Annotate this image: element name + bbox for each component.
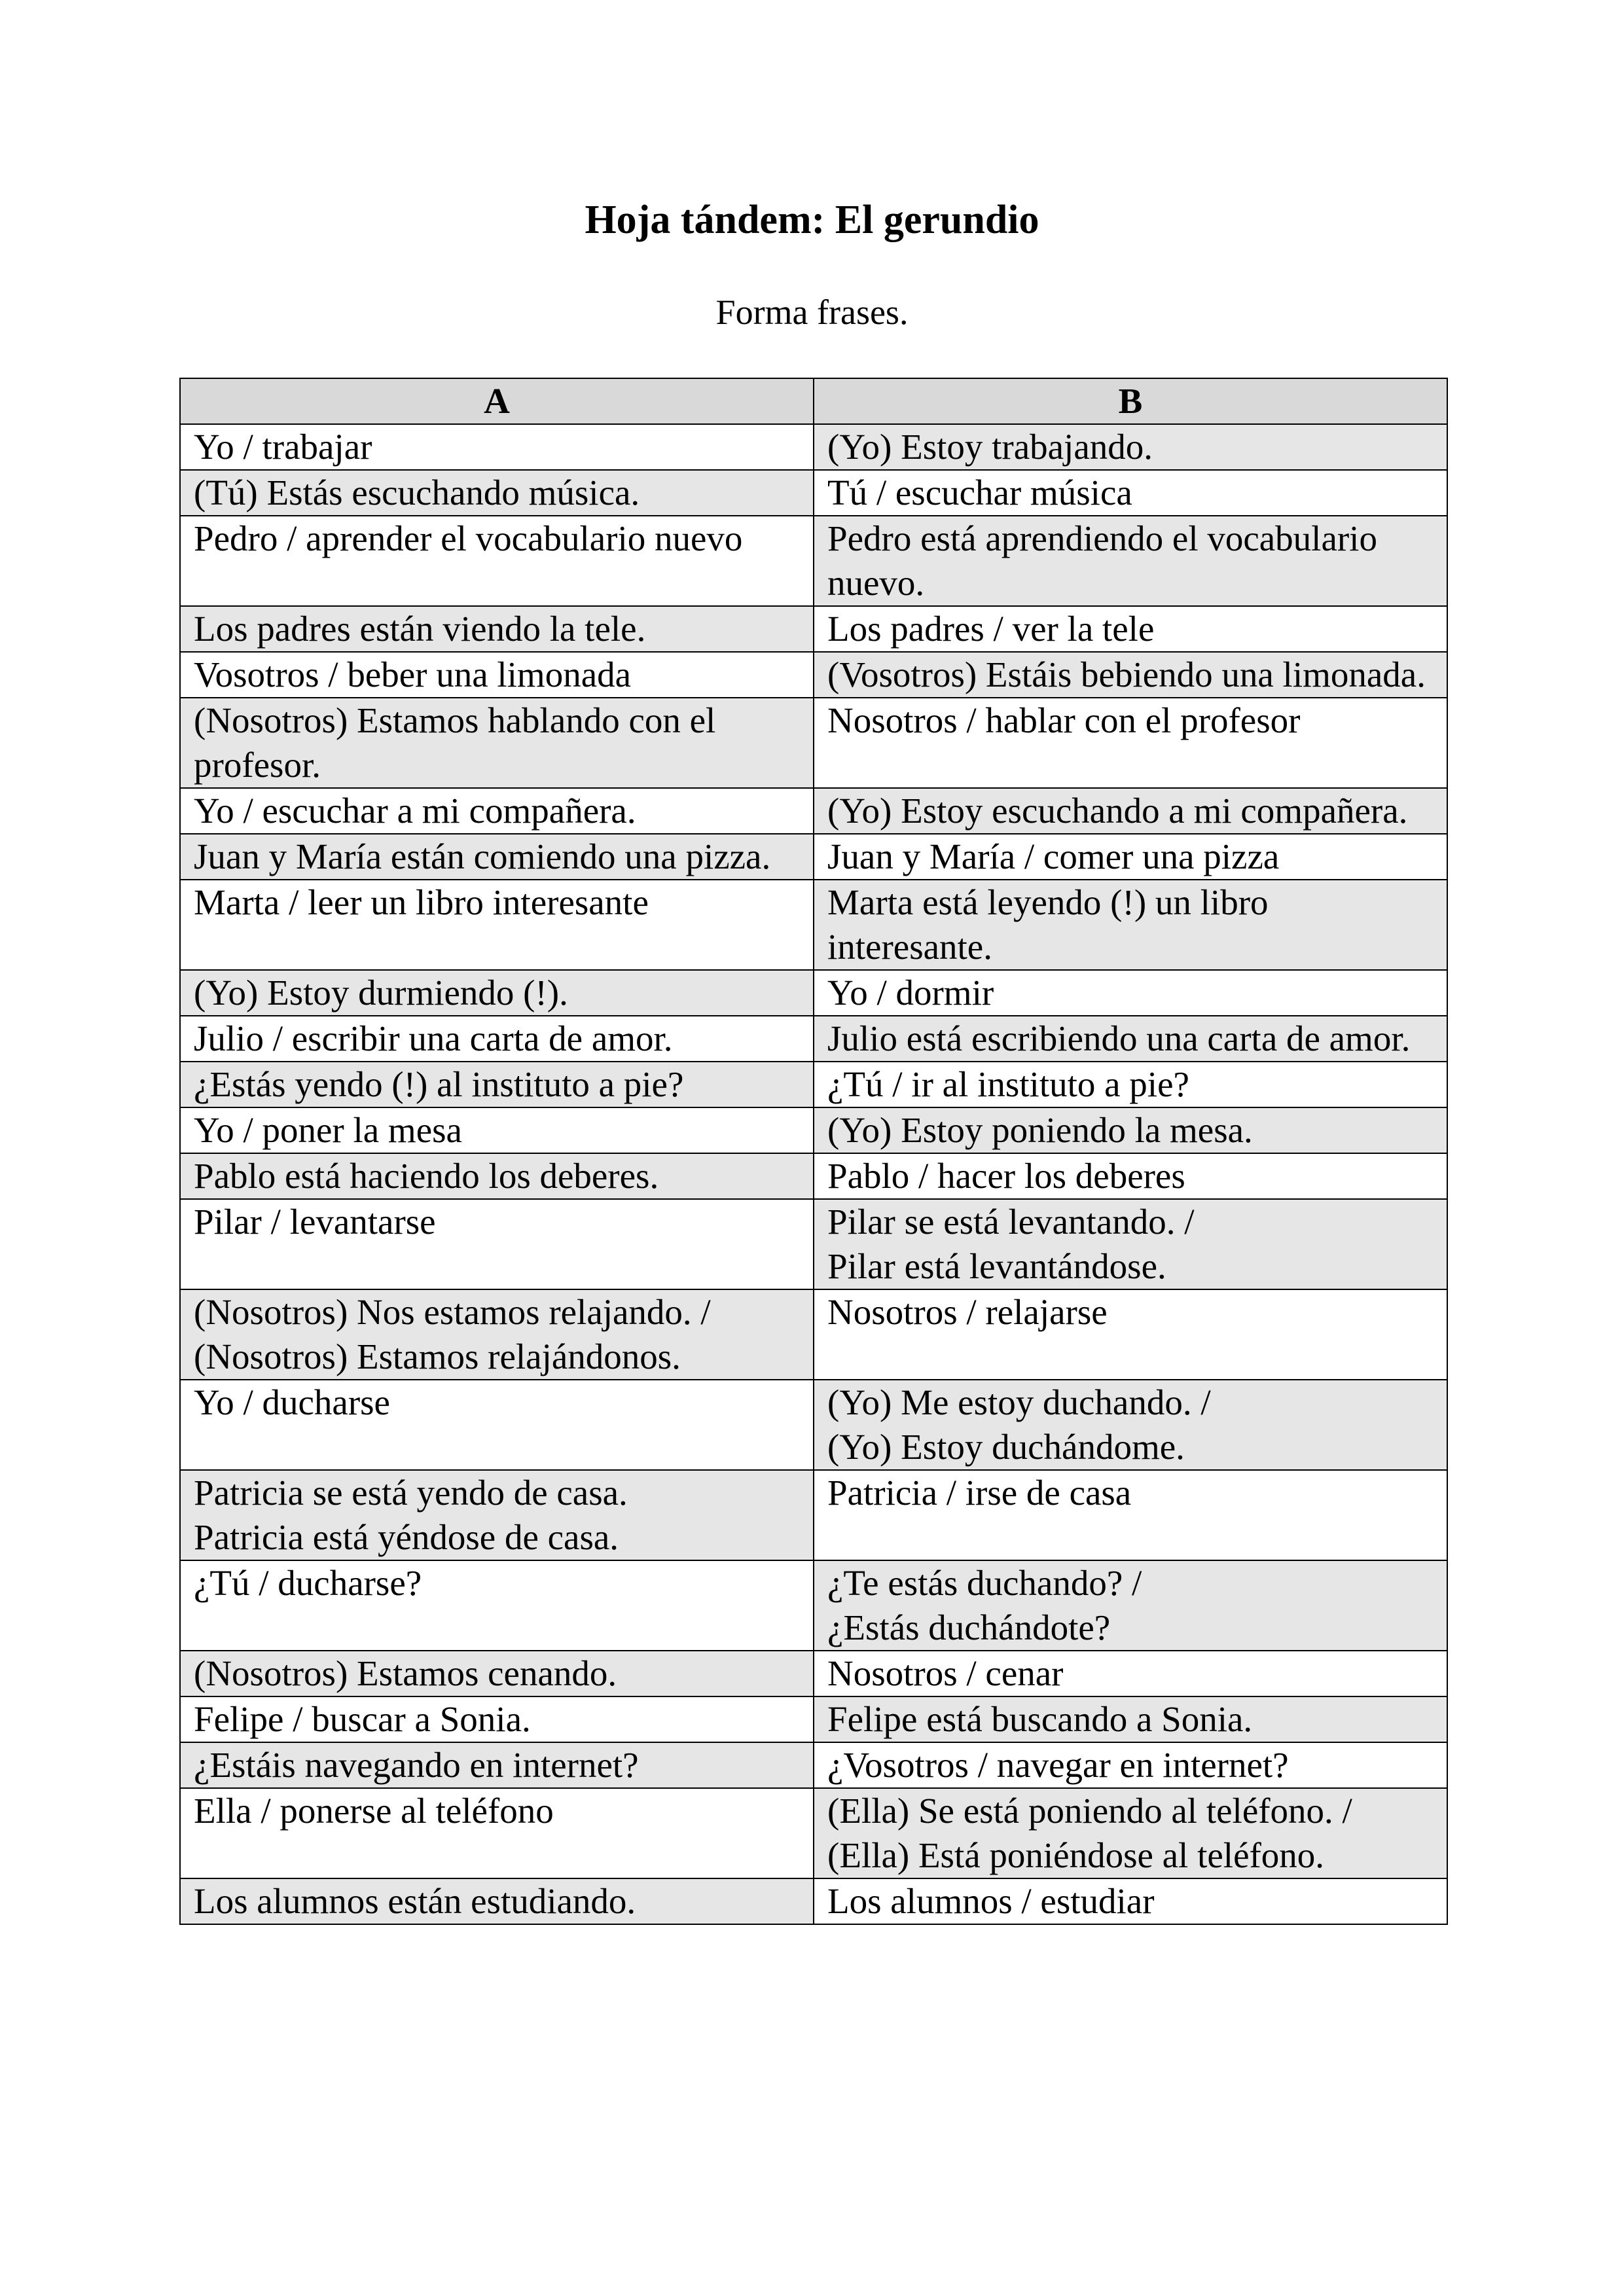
cell-a-text: Yo / ducharse bbox=[194, 1382, 390, 1422]
cell-b-text: Pablo / hacer los deberes bbox=[827, 1156, 1185, 1196]
cell-b bbox=[814, 516, 1447, 606]
cell-a bbox=[180, 424, 814, 470]
cell-a-text: Los alumnos están estudiando. bbox=[194, 1881, 636, 1921]
cell-a-text: Pilar / levantarse bbox=[194, 1202, 436, 1242]
cell-a-text: (Nosotros) Estamos cenando. bbox=[194, 1653, 617, 1693]
table-row bbox=[180, 470, 1447, 516]
cell-b-text: Felipe está buscando a Sonia. bbox=[827, 1699, 1253, 1739]
cell-a bbox=[180, 880, 814, 970]
cell-b bbox=[814, 698, 1447, 788]
cell-b-text: Juan y María / comer una pizza bbox=[827, 836, 1280, 876]
cell-b-text: Los padres / ver la tele bbox=[827, 609, 1155, 649]
table-row bbox=[180, 834, 1447, 880]
cell-a bbox=[180, 1560, 814, 1651]
cell-a-text: Yo / trabajar bbox=[194, 427, 372, 467]
cell-b bbox=[814, 1560, 1447, 1651]
cell-b-text: Pedro está aprendiendo el vocabulario nuevo. bbox=[827, 518, 1377, 603]
cell-b-text: Pilar se está levantando. / bbox=[827, 1202, 1195, 1242]
cell-b-text: (Yo) Estoy poniendo la mesa. bbox=[827, 1110, 1253, 1150]
cell-b bbox=[814, 970, 1447, 1016]
cell-b bbox=[814, 1788, 1447, 1878]
cell-a-text: Marta / leer un libro interesante bbox=[194, 882, 649, 922]
table-row bbox=[180, 1289, 1447, 1380]
table-row bbox=[180, 1380, 1447, 1470]
cell-b-text: ¿Vosotros / navegar en internet? bbox=[827, 1745, 1289, 1785]
cell-a bbox=[180, 834, 814, 880]
cell-a bbox=[180, 1651, 814, 1696]
cell-b bbox=[814, 1470, 1447, 1560]
cell-a-text: Felipe / buscar a Sonia. bbox=[194, 1699, 531, 1739]
page-title: Hoja tándem: El gerundio bbox=[585, 198, 1039, 242]
cell-b bbox=[814, 1878, 1447, 1924]
cell-b bbox=[814, 1380, 1447, 1470]
cell-b bbox=[814, 1199, 1447, 1289]
cell-a bbox=[180, 698, 814, 788]
table-row bbox=[180, 1470, 1447, 1560]
cell-b-text: Marta está leyendo (!) un libro interesante. bbox=[827, 882, 1269, 967]
table-row bbox=[180, 1651, 1447, 1696]
cell-a bbox=[180, 652, 814, 698]
cell-a-text: (Nosotros) Estamos relajándonos. bbox=[194, 1336, 681, 1376]
cell-a-text: (Nosotros) Nos estamos relajando. / bbox=[194, 1292, 711, 1332]
cell-a-text: Pedro / aprender el vocabulario nuevo bbox=[194, 518, 743, 558]
cell-b-text: (Vosotros) Estáis bebiendo una limonada. bbox=[827, 655, 1426, 694]
cell-b bbox=[814, 1651, 1447, 1696]
cell-b bbox=[814, 606, 1447, 652]
cell-b bbox=[814, 424, 1447, 470]
cell-a bbox=[180, 788, 814, 834]
cell-a-text: Julio / escribir una carta de amor. bbox=[194, 1018, 673, 1058]
cell-a bbox=[180, 1153, 814, 1199]
cell-a bbox=[180, 1199, 814, 1289]
table-row bbox=[180, 424, 1447, 470]
cell-b bbox=[814, 1062, 1447, 1107]
cell-b bbox=[814, 880, 1447, 970]
cell-a bbox=[180, 1289, 814, 1380]
table-row bbox=[180, 606, 1447, 652]
table-row bbox=[180, 1696, 1447, 1742]
cell-a-text: Yo / escuchar a mi compañera. bbox=[194, 791, 636, 831]
cell-b-text: Patricia / irse de casa bbox=[827, 1473, 1132, 1513]
table-row bbox=[180, 1199, 1447, 1289]
cell-b-text: (Ella) Está poniéndose al teléfono. bbox=[827, 1835, 1325, 1875]
cell-b-text: (Yo) Estoy escuchando a mi compañera. bbox=[827, 791, 1408, 831]
cell-b-text: (Yo) Estoy trabajando. bbox=[827, 427, 1153, 467]
cell-a-text: (Tú) Estás escuchando música. bbox=[194, 473, 640, 512]
cell-b bbox=[814, 834, 1447, 880]
cell-a bbox=[180, 1788, 814, 1878]
cell-a-text: Patricia está yéndose de casa. bbox=[194, 1517, 619, 1557]
table-body bbox=[180, 424, 1447, 1924]
table-row bbox=[180, 1062, 1447, 1107]
table-row bbox=[180, 516, 1447, 606]
cell-a bbox=[180, 1062, 814, 1107]
cell-a-text: (Nosotros) Estamos hablando con el profesor. bbox=[194, 700, 716, 785]
cell-b bbox=[814, 1107, 1447, 1153]
cell-b-text: Los alumnos / estudiar bbox=[827, 1881, 1155, 1921]
cell-a-text: ¿Estás yendo (!) al instituto a pie? bbox=[194, 1064, 684, 1104]
cell-a bbox=[180, 1470, 814, 1560]
cell-b-text: (Ella) Se está poniendo al teléfono. / bbox=[827, 1791, 1352, 1831]
cell-b-text: ¿Te estás duchando? / bbox=[827, 1563, 1142, 1603]
cell-b bbox=[814, 470, 1447, 516]
cell-a bbox=[180, 1878, 814, 1924]
table-row bbox=[180, 970, 1447, 1016]
table-row bbox=[180, 1788, 1447, 1878]
cell-b-text: Pilar está levantándose. bbox=[827, 1246, 1166, 1286]
table-row bbox=[180, 698, 1447, 788]
cell-a-text: Vosotros / beber una limonada bbox=[194, 655, 632, 694]
cell-b-text: Nosotros / cenar bbox=[827, 1653, 1064, 1693]
table-row bbox=[180, 1742, 1447, 1788]
cell-b-text: Nosotros / relajarse bbox=[827, 1292, 1108, 1332]
cell-b bbox=[814, 788, 1447, 834]
tandem-table bbox=[179, 378, 1448, 1925]
cell-b bbox=[814, 652, 1447, 698]
cell-a-text: (Yo) Estoy durmiendo (!). bbox=[194, 973, 568, 1013]
cell-b-text: (Yo) Estoy duchándome. bbox=[827, 1427, 1185, 1467]
cell-a bbox=[180, 1380, 814, 1470]
cell-a-text: Patricia se está yendo de casa. bbox=[194, 1473, 628, 1513]
cell-b bbox=[814, 1742, 1447, 1788]
header-row bbox=[180, 378, 1447, 424]
cell-a-text: Ella / ponerse al teléfono bbox=[194, 1791, 554, 1831]
table-row bbox=[180, 652, 1447, 698]
cell-b bbox=[814, 1696, 1447, 1742]
cell-b-text: (Yo) Me estoy duchando. / bbox=[827, 1382, 1211, 1422]
table-row bbox=[180, 788, 1447, 834]
instruction: Forma frases. bbox=[715, 293, 909, 332]
cell-a-text: Los padres están viendo la tele. bbox=[194, 609, 646, 649]
cell-a bbox=[180, 1016, 814, 1062]
cell-a bbox=[180, 970, 814, 1016]
column-header-b: B bbox=[814, 378, 1447, 424]
cell-b bbox=[814, 1153, 1447, 1199]
cell-a bbox=[180, 606, 814, 652]
cell-a-text: ¿Estáis navegando en internet? bbox=[194, 1745, 639, 1785]
cell-a bbox=[180, 1696, 814, 1742]
cell-b-text: Julio está escribiendo una carta de amor. bbox=[827, 1018, 1411, 1058]
cell-a-text: Pablo está haciendo los deberes. bbox=[194, 1156, 659, 1196]
cell-a bbox=[180, 470, 814, 516]
cell-b-text: Tú / escuchar música bbox=[827, 473, 1132, 512]
cell-a bbox=[180, 1742, 814, 1788]
table-row bbox=[180, 880, 1447, 970]
cell-a-text: ¿Tú / ducharse? bbox=[194, 1563, 422, 1603]
cell-b-text: ¿Tú / ir al instituto a pie? bbox=[827, 1064, 1189, 1104]
table-row bbox=[180, 1878, 1447, 1924]
cell-a-text: Juan y María están comiendo una pizza. bbox=[194, 836, 771, 876]
cell-b-text: Yo / dormir bbox=[827, 973, 994, 1013]
cell-b bbox=[814, 1289, 1447, 1380]
table-row bbox=[180, 1560, 1447, 1651]
cell-b bbox=[814, 1016, 1447, 1062]
table-row bbox=[180, 1107, 1447, 1153]
table-row bbox=[180, 1153, 1447, 1199]
cell-a bbox=[180, 1107, 814, 1153]
cell-b-text: ¿Estás duchándote? bbox=[827, 1607, 1111, 1647]
table-row bbox=[180, 1016, 1447, 1062]
cell-a bbox=[180, 516, 814, 606]
cell-b-text: Nosotros / hablar con el profesor bbox=[827, 700, 1301, 740]
cell-a-text: Yo / poner la mesa bbox=[194, 1110, 462, 1150]
column-header-a: A bbox=[180, 378, 814, 424]
